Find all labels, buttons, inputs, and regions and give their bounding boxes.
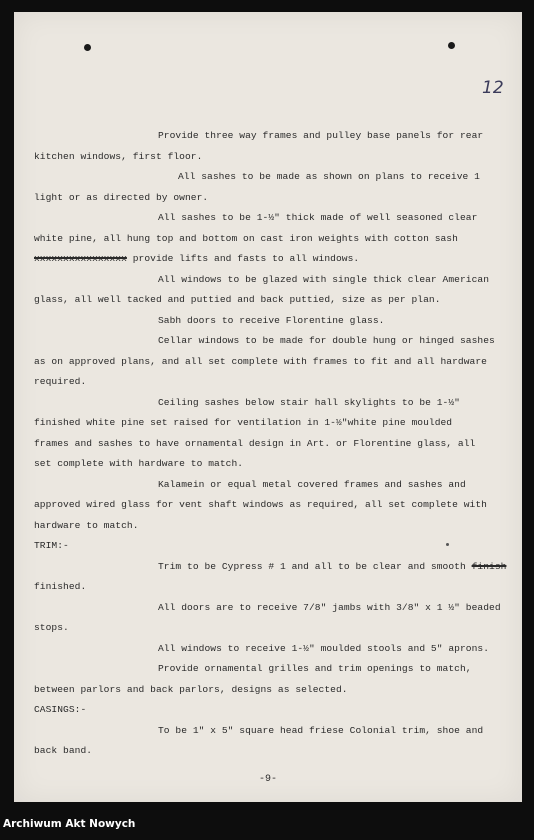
- line-text: set complete with hardware to match.: [34, 458, 244, 469]
- text-line: [34, 290, 520, 311]
- text-line: [34, 536, 520, 557]
- typed-text-body: [34, 126, 520, 762]
- line-text: approved wired glass for vent shaft windows as required, all set complete with: [34, 499, 487, 510]
- line-text: light or as directed by owner.: [34, 191, 209, 203]
- document-page: [14, 12, 522, 802]
- line-text: white pine, all hung top and bottom on cast iron weights with cotton sash: [34, 232, 458, 244]
- line-text: stops.: [34, 622, 69, 633]
- line-text: All sashes to be 1-½" thick made of well seasoned clear: [158, 212, 478, 223]
- line-text: hardware to match.: [34, 519, 139, 531]
- line-text: Provide ornamental grilles and trim openings to match,: [158, 663, 472, 674]
- text-line: [34, 188, 520, 209]
- line-text: Sabh doors to receive Florentine glass.: [158, 314, 385, 326]
- line-text: All sashes to be made as shown on plans to receive 1: [178, 171, 480, 182]
- text-line: [34, 413, 520, 434]
- line-text: To be 1" x 5" square head friese Colonial trim, shoe and: [158, 724, 484, 736]
- line-text: glass, all well tacked and puttied and back puttied, size as per plan.: [34, 294, 441, 305]
- text-line: [34, 167, 520, 188]
- line-text: kitchen windows, first floor.: [34, 150, 203, 162]
- line-text: finished white pine set raised for ventilation in 1-½"white pine moulded: [34, 417, 453, 428]
- punch-hole-right: [448, 42, 455, 49]
- text-line: [34, 352, 520, 373]
- text-line: [34, 700, 520, 721]
- text-line: [34, 516, 520, 537]
- struck-text: finish: [471, 560, 507, 572]
- line-text: Cellar windows to be made for double hung or hinged sashes: [158, 335, 495, 346]
- page-number: -9-: [258, 774, 277, 785]
- text-line: [34, 372, 520, 393]
- text-line: [34, 741, 520, 762]
- line-text: CASINGS:-: [34, 704, 87, 715]
- text-line: [34, 270, 520, 291]
- text-line: [34, 495, 520, 516]
- line-text: Trim to be Cypress # 1 and all to be clear and smooth: [158, 560, 472, 572]
- line-text: finished.: [34, 581, 87, 592]
- line-text: required.: [34, 376, 87, 387]
- folio-number: 12: [482, 78, 504, 98]
- text-line: [34, 618, 520, 639]
- punch-hole-left: [84, 44, 91, 51]
- text-line: [34, 249, 520, 270]
- line-text: between parlors and back parlors, designs as selected.: [34, 683, 348, 695]
- line-text: Ceiling sashes below stair hall skylights to be 1-½": [158, 396, 460, 408]
- text-line: [34, 721, 520, 742]
- text-line: [34, 639, 520, 660]
- text-line: [34, 577, 520, 598]
- text-line: [34, 680, 520, 701]
- text-line: [34, 208, 520, 229]
- text-line: [34, 311, 520, 332]
- line-text: All windows to be glazed with single thick clear American: [158, 273, 490, 285]
- text-line: [34, 659, 520, 680]
- text-line: [34, 229, 520, 250]
- text-line: [34, 393, 520, 414]
- text-line: [34, 434, 520, 455]
- line-text: as on approved plans, and all set complete with frames to fit and all hardware: [34, 355, 487, 367]
- line-text: Kalamein or equal metal covered frames and sashes and: [158, 478, 466, 490]
- text-line: [34, 475, 520, 496]
- struck-text: xxxxxxxxxxxxxxxx: [34, 253, 127, 264]
- line-text: All doors are to receive 7/8" jambs with 3/8" x 1 ½" beaded: [158, 601, 501, 613]
- line-text: All windows to receive 1-½" moulded stools and 5" aprons.: [158, 642, 490, 654]
- text-line: [34, 598, 520, 619]
- text-line: [34, 454, 520, 475]
- text-line: [34, 126, 520, 147]
- text-line: [34, 557, 520, 578]
- line-text: frames and sashes to have ornamental design in Art. or Florentine glass, all: [34, 437, 476, 449]
- line-text: back band.: [34, 745, 93, 756]
- line-text: TRIM:-: [34, 540, 69, 551]
- text-line: [34, 331, 520, 352]
- line-text: Provide three way frames and pulley base panels for rear: [158, 130, 484, 141]
- text-line: [34, 147, 520, 168]
- archive-footer-label: Archiwum Akt Nowych: [3, 818, 136, 830]
- line-text: provide lifts and fasts to all windows.: [126, 253, 360, 264]
